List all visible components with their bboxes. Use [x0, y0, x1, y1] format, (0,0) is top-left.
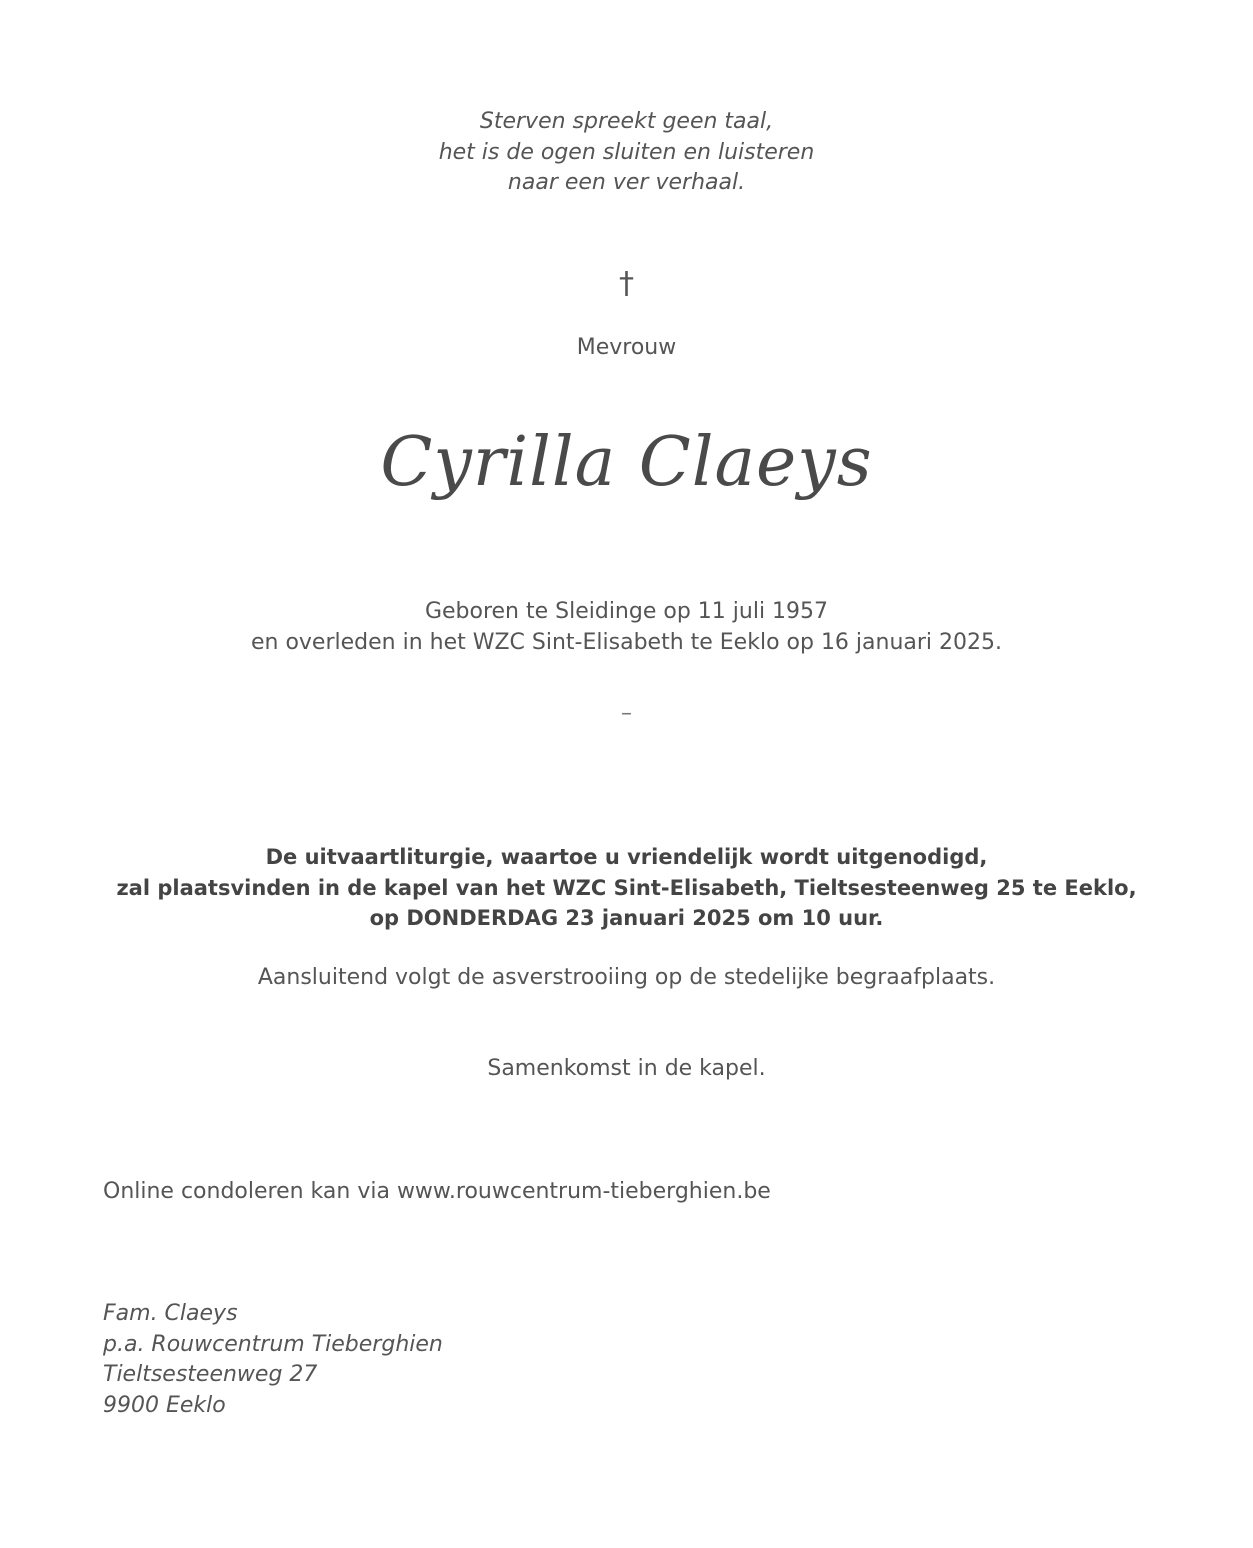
online-condolence-text: Online condoleren kan via www.rouwcentrum-tieberghien.be	[103, 1179, 771, 1204]
separator: –	[621, 701, 632, 726]
address-line: Fam. Claeys	[103, 1301, 238, 1326]
funeral-line: zal plaatsvinden in de kapel van het WZC Sint-Elisabeth, Tieltsesteenweg 25 te Eeklo,	[116, 875, 1137, 900]
death-line: en overleden in het WZC Sint-Elisabeth te Eeklo op 16 januari 2025.	[250, 630, 1003, 655]
funeral-line: op DONDERDAG 23 januari 2025 om 10 uur.	[369, 906, 884, 930]
cross-icon: †	[619, 266, 634, 301]
funeral-announcement	[0, 842, 1253, 934]
address-line: Tieltsesteenweg 27	[103, 1362, 318, 1387]
poem	[0, 107, 1253, 199]
poem-line: naar een ver verhaal.	[507, 170, 746, 195]
poem-line: Sterven spreekt geen taal,	[479, 109, 774, 134]
funeral-line: De uitvaartliturgie, waartoe u vriendelijk wordt uitgenodigd,	[265, 845, 988, 869]
honorific-title: Mevrouw	[576, 335, 677, 360]
birth-death-dates	[0, 596, 1253, 658]
deceased-name: Cyrilla Claeys	[380, 423, 873, 502]
after-service-text: Aansluitend volgt de asverstrooiing op de stedelijke begraafplaats.	[257, 965, 996, 990]
birth-line: Geboren te Sleidinge op 11 juli 1957	[424, 599, 829, 624]
poem-line: het is de ogen sluiten en luisteren	[438, 139, 815, 165]
gathering-text: Samenkomst in de kapel.	[487, 1056, 766, 1081]
address-line: 9900 Eeklo	[103, 1392, 226, 1418]
address-line: p.a. Rouwcentrum Tieberghien	[103, 1331, 443, 1357]
family-address	[103, 1299, 443, 1421]
